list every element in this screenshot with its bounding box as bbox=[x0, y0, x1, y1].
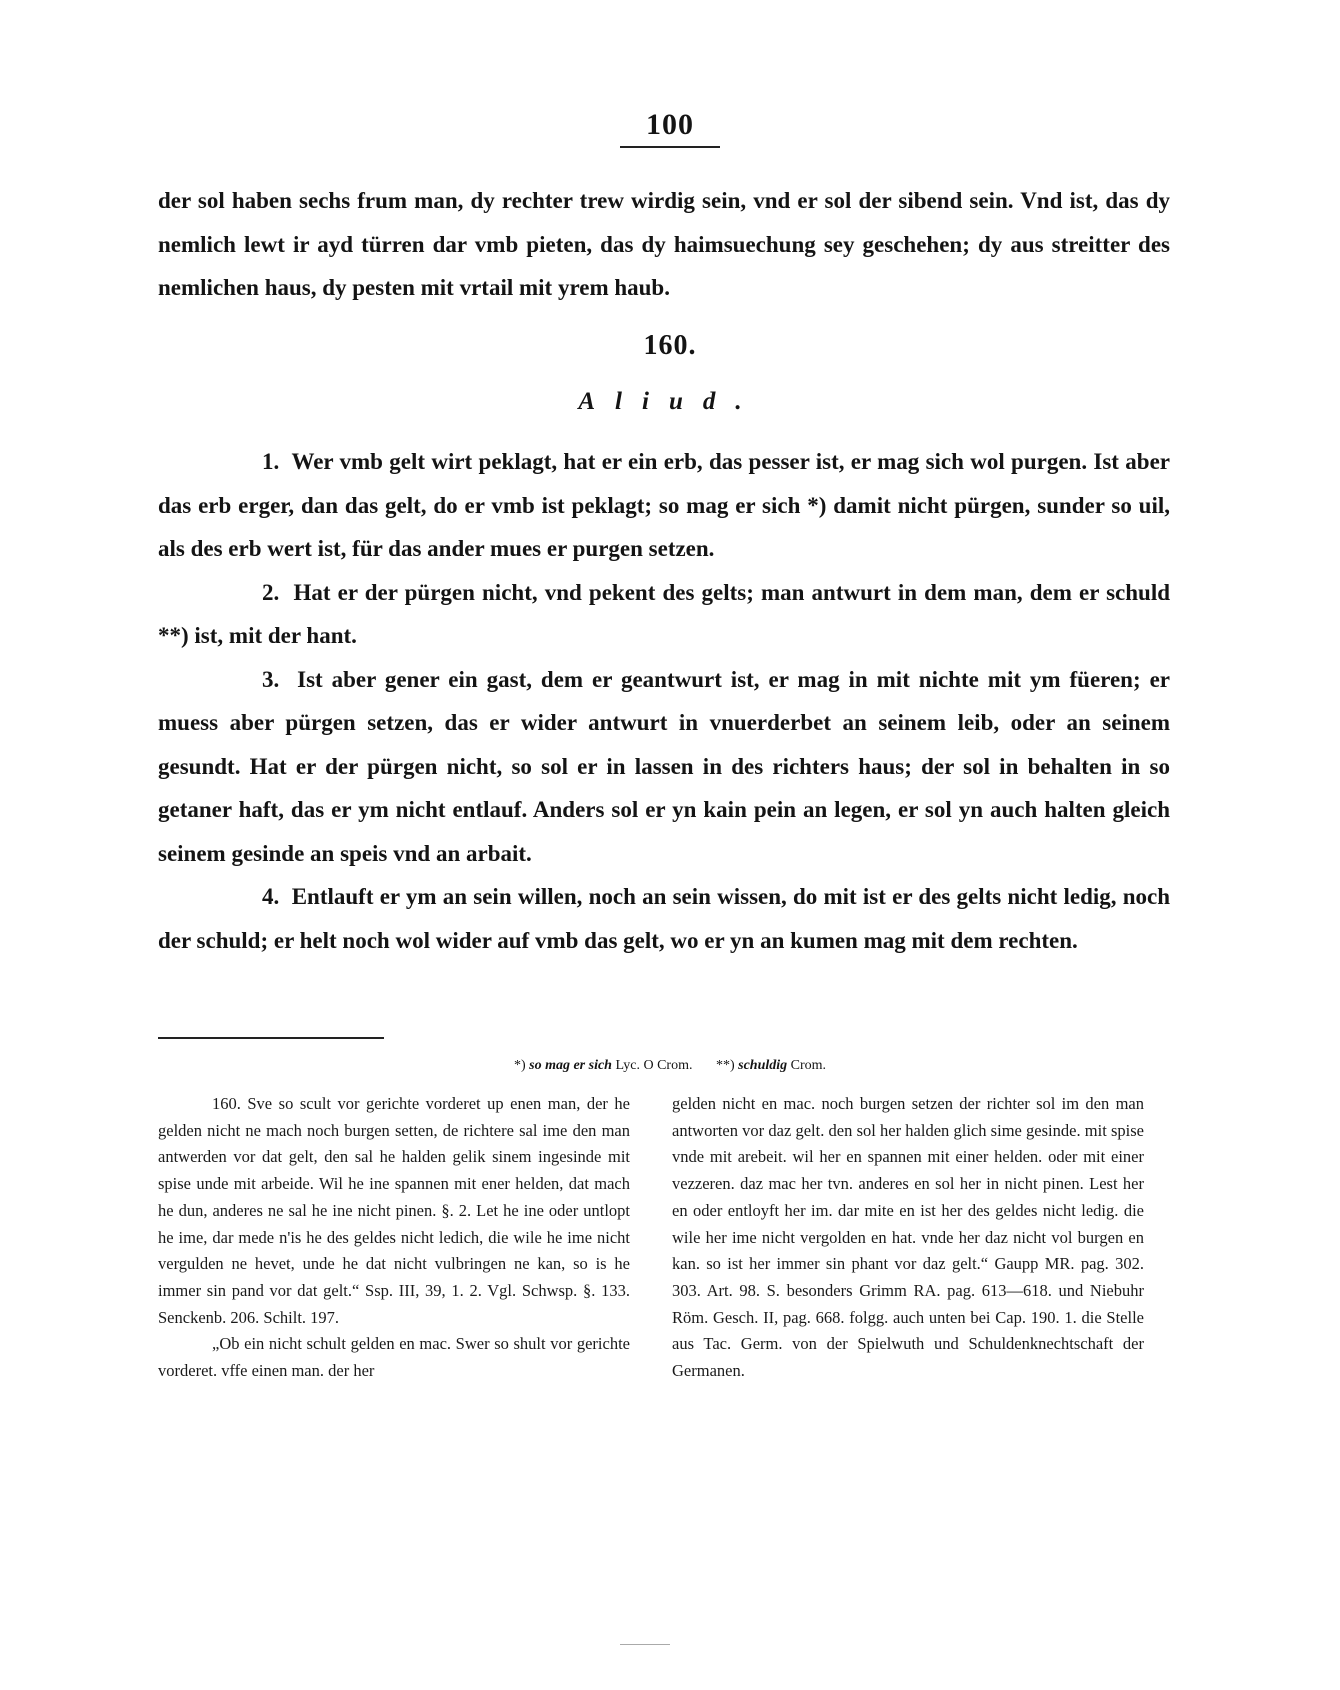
article-number: 3. bbox=[262, 666, 280, 692]
article-text: Hat er der pürgen nicht, vnd pekent des gelts; man antwurt in dem man, dem er schuld **) ist, mit der hant. bbox=[158, 579, 1171, 648]
note-paragraph: „Ob ein nicht schult gelden en mac. Swer so shult vor gerichte vorderet. vffe einen man. der her bbox=[158, 1334, 630, 1381]
continuation-paragraph bbox=[158, 179, 1170, 310]
page-number: 100 bbox=[620, 108, 720, 148]
article-text: Ist aber gener ein gast, dem er geantwurt ist, er mag in mit nichte mit ym füeren; er muess aber pürgen setzen, das er wider antwurt in vnuerderbet an seinem leib, oder an seinem gesundt. Hat er der pürgen nicht, so sol er in lassen in des richters haus; der sol in behalten in so getaner haft, das er ym nicht entlauf. Anders sol er yn kain pein an legen, er sol yn auch halten gleich seinem gesinde an speis vnd an arbait. bbox=[158, 666, 1170, 866]
footnote-mark: *) bbox=[513, 1058, 526, 1073]
article-text: Wer vmb gelt wirt peklagt, hat er ein erb, das pesser ist, er mag sich wol purgen. Ist aber das erb erger, dan das gelt, do er vmb ist peklagt; so mag er sich *) damit nicht pürgen, sunder so uil, als des erb wert ist, für das ander mues er purgen setzen. bbox=[158, 449, 1170, 561]
footnote-source: Crom. bbox=[790, 1058, 827, 1073]
footnote-divider bbox=[158, 1037, 384, 1039]
footnote-variant: so mag er sich bbox=[529, 1058, 612, 1073]
section-title: Aliud. bbox=[578, 388, 762, 415]
note-paragraph: 160. Sve so scult vor gerichte vorderet up enen man, der he gelden nicht ne mach noch burgen setten, de richtere sal ime den man antwerden vor dat gelt, den sal he halden gelik sinem ingesinde mit spise unde mit arbeide. Wil he ine spannen mit ener helden, dat mach he dun, anderes ne sal he ine nicht pinen. §. 2. Let he ine oder untlopt he ime, dar mede n'is he des geldes nicht ledich, die wile he ime nicht vergulden ne hevet, unde he dat nicht vulbringen ne kan, so is he immer sin pand vor dat gelt.“ Ssp. III, 39, 1. 2. Vgl. Schwsp. §. 133. Senckenb. 206. Schilt. 197. bbox=[158, 1094, 630, 1327]
bottom-mark bbox=[620, 1644, 670, 1645]
article-paragraph bbox=[158, 571, 1170, 658]
notes-right-column bbox=[672, 1091, 1144, 1385]
footnotes-line bbox=[0, 1058, 1340, 1074]
article-text: Entlauft er ym an sein willen, noch an sein wissen, do mit ist er des gelts nicht ledig, noch der schuld; er helt noch wol wider auf vmb das gelt, wo er yn an kumen mag mit dem rechten. bbox=[158, 884, 1171, 953]
footnote-mark: **) bbox=[715, 1058, 735, 1073]
article-paragraph bbox=[158, 875, 1170, 962]
footnote-source: Lyc. O Crom. bbox=[615, 1058, 693, 1073]
footnote-1 bbox=[514, 1058, 693, 1073]
article-number: 4. bbox=[262, 884, 280, 909]
article-paragraph bbox=[158, 658, 1170, 876]
footnote-variant: schuldig bbox=[738, 1058, 788, 1073]
page-number-container bbox=[0, 108, 1340, 148]
section-number: 160. bbox=[643, 330, 697, 361]
article-paragraph bbox=[158, 440, 1170, 571]
notes-left-column bbox=[158, 1091, 630, 1385]
article-number: 1. bbox=[262, 449, 280, 474]
note-paragraph: gelden nicht en mac. noch burgen setzen der richter sol im den man antworten vor daz gelt. den sol her halden glich sime gesinde. mit spise vnde mit arebeit. wil her en spannen mit einer helden. oder mit einer vezzeren. daz mac her tvn. anderes en sol her in nicht pinen. Lest her en oder entloyft her im. dar mite en ist her des geldes nicht ledig. die wile her ime nicht vergolden en hat. vnde her daz nicht vol burgen en kan. so ist her immer sin phant vor daz gelt.“ Gaupp MR. pag. 302. 303. Art. 98. S. besonders Grimm RA. pag. 613—618. und Niebuhr Röm. Gesch. II, pag. 668. folgg. auch unten bei Cap. 190. 1. die Stelle aus Tac. Germ. von der Spielwuth und Schuldenknechtschaft der Germanen. bbox=[672, 1094, 1144, 1381]
articles-block bbox=[158, 440, 1170, 962]
continuation-text: der sol haben sechs frum man, dy rechter trew wirdig sein, vnd er sol der sibend sein. Vnd ist, das dy nemlich lewt ir ayd türren dar vmb pieten, das dy haimsuechung sey geschehen; dy aus streitter des nemlichen haus, dy pesten mit vrtail mit yrem haub. bbox=[158, 188, 1170, 300]
footnote-2 bbox=[716, 1058, 826, 1073]
article-number: 2. bbox=[262, 579, 280, 605]
